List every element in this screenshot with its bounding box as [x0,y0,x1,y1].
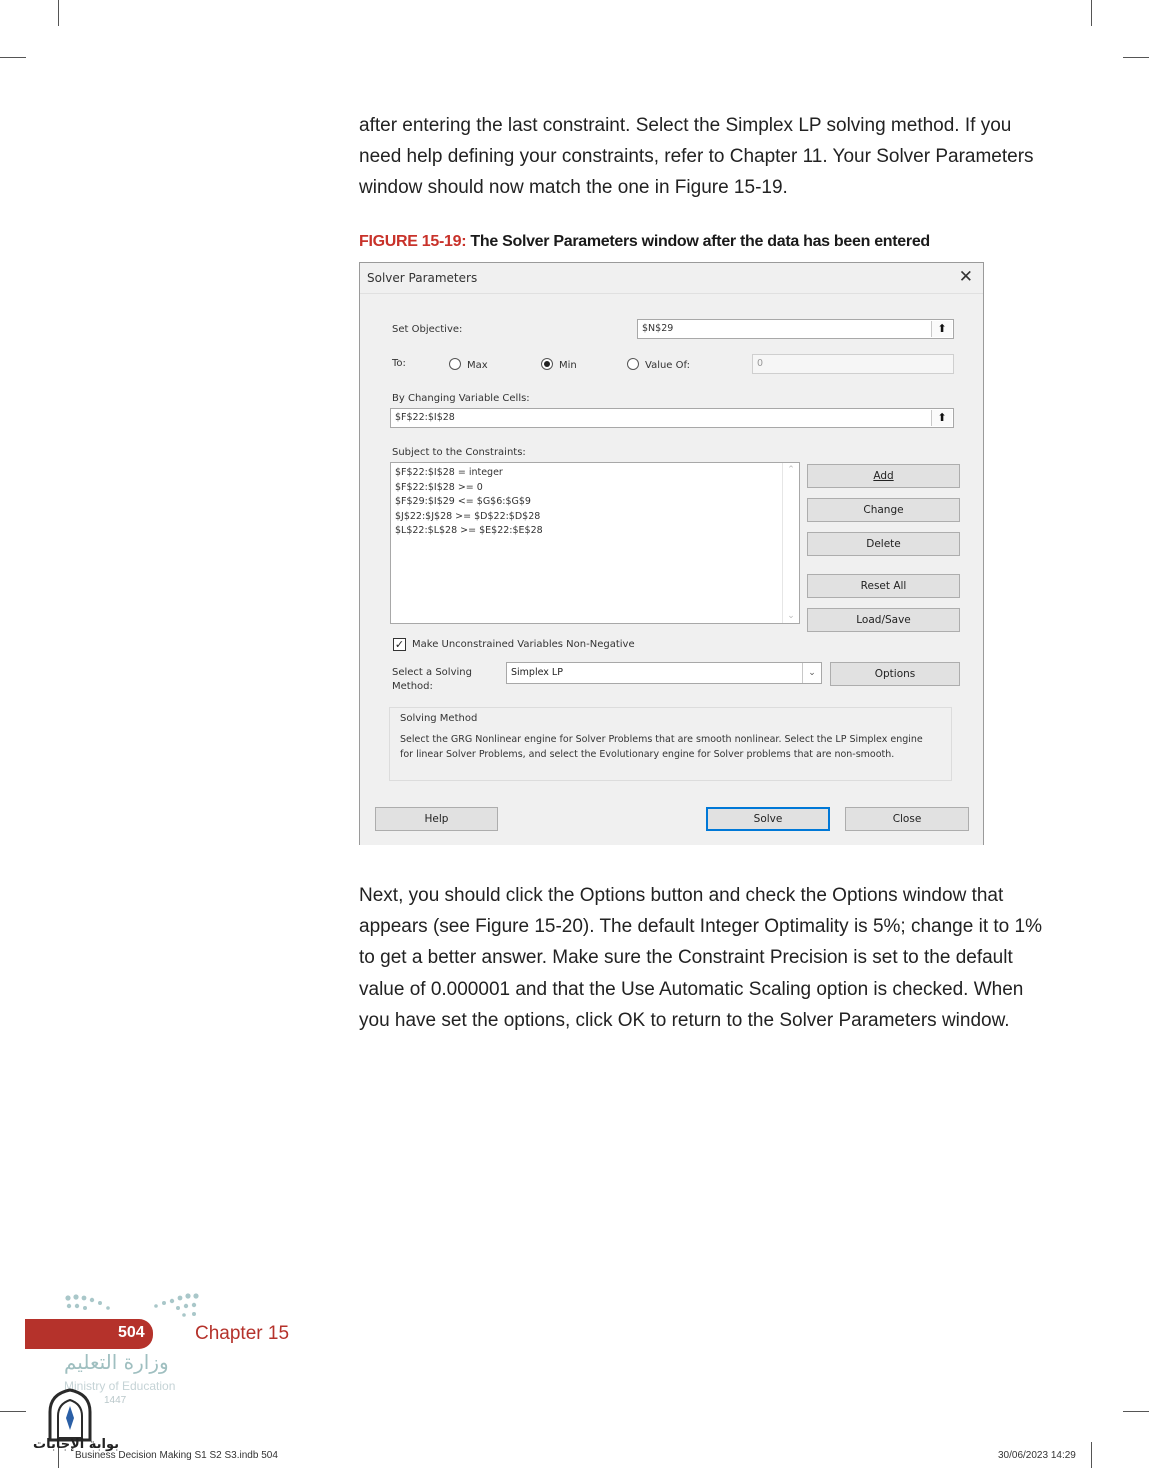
list-item[interactable]: $F$22:$I$28 >= 0 [395,481,483,493]
value-of-value: 0 [757,358,764,369]
range-select-icon[interactable]: ⬆ [931,410,952,426]
close-button[interactable] [845,807,969,831]
text-line: you have set the options, click OK to return to the Solver Parameters window. [359,1009,1010,1031]
min-radio[interactable] [541,358,553,370]
ministry-name-english: Ministry of Education [64,1379,176,1393]
crop-mark [1123,1411,1149,1412]
solving-method-label [392,666,472,694]
solving-method-group-title: Solving Method [400,713,478,724]
reset-all-button[interactable] [807,574,960,598]
solving-method-description: Select the GRG Nonlinear engine for Solver Problems that are smooth nonlinear. Select the LP Simplex engine for linear Solver Problems, and select the Evolutionary engine for Solver problems that are non-smooth. [400,734,923,760]
help-button-label: Help [424,813,449,825]
set-objective-label: Set Objective: [392,324,463,335]
figure-caption-text: The Solver Parameters window after the data has been entered [470,233,930,250]
scroll-up-icon[interactable]: ⌃ [787,465,795,475]
portal-name-arabic: بوابة الإجابات [33,1437,119,1452]
change-button[interactable] [807,498,960,522]
add-button-label: Add [873,470,894,482]
body-paragraph-1 [359,110,1034,204]
changing-cells-label: By Changing Variable Cells: [392,393,530,404]
nonnegative-label: Make Unconstrained Variables Non-Negative [412,639,635,650]
list-item[interactable]: $L$22:$L$28 >= $E$22:$E$28 [395,525,543,536]
solving-method-label-line: Method: [392,681,433,692]
portal-logo-icon [44,1388,96,1442]
crop-mark [1091,1442,1092,1468]
set-objective-value: $N$29 [642,323,674,334]
dialog-body [360,293,983,845]
options-button-label: Options [874,668,916,680]
figure-caption [359,233,930,251]
value-of-radio[interactable] [627,358,639,370]
options-button[interactable] [830,662,960,686]
help-button[interactable] [375,807,498,831]
constraint-rows [391,463,799,539]
load-save-button-label: Load/Save [856,614,911,626]
text-line: need help defining your constraints, refer to Chapter 11. Your Solver Parameters [359,146,1034,168]
value-of-input[interactable] [752,354,954,374]
solving-method-select[interactable] [506,662,822,684]
delete-button-label: Delete [866,538,901,550]
dialog-title: Solver Parameters [367,271,478,285]
set-objective-input[interactable] [637,319,954,339]
range-select-icon[interactable]: ⬆ [931,321,952,337]
changing-cells-value: $F$22:$I$28 [395,412,455,423]
list-item[interactable]: $J$22:$J$28 >= $D$22:$D$28 [395,510,541,522]
solving-method-group [389,707,952,781]
text-line: appears (see Figure 15-20). The default Integer Optimality is 5%; change it to 1% [359,916,1042,938]
crop-mark [1091,0,1092,26]
crop-mark [1123,57,1149,58]
text-line: after entering the last constraint. Select the Simplex LP solving method. If you [359,115,1012,136]
max-label: Max [467,360,488,371]
constraints-scrollbar[interactable] [782,463,799,623]
value-of-label: Value Of: [645,360,691,371]
text-line: value of 0.000001 and that the Use Automatic Scaling option is checked. When [359,978,1024,1000]
close-button-label: Close [892,813,922,825]
ministry-year: 1447 [104,1395,127,1406]
changing-cells-input[interactable] [390,408,954,428]
solving-method-label-line: Select a Solving [392,667,472,678]
solve-button[interactable] [706,807,830,831]
solve-button-label: Solve [753,813,783,825]
list-item[interactable]: $F$22:$I$28 = integer [395,467,503,478]
scroll-down-icon[interactable]: ⌄ [787,611,795,621]
chevron-down-icon[interactable]: ⌄ [802,663,821,683]
body-paragraph-2 [359,880,1042,1036]
chapter-label: Chapter 15 [195,1323,290,1344]
to-label: To: [392,358,406,369]
crop-mark [0,57,26,58]
ministry-name-arabic: وزارة التعليم [64,1350,169,1374]
nonnegative-checkbox[interactable]: ✓ [394,638,405,651]
constraints-list[interactable] [390,462,800,624]
text-line: Next, you should click the Options button and check the Options window that [359,885,1004,906]
reset-all-button-label: Reset All [860,580,907,592]
solving-method-value: Simplex LP [511,667,563,678]
max-radio[interactable] [449,358,461,370]
print-slug-date: 30/06/2023 14:29 [998,1450,1076,1461]
text-line: to get a better answer. Make sure the Constraint Precision is set to the default [359,947,1013,969]
close-icon[interactable]: ✕ [958,267,973,287]
load-save-button[interactable] [807,608,960,632]
solver-parameters-dialog [359,262,984,845]
figure-label: FIGURE 15-19: [359,233,467,250]
min-label: Min [559,360,577,371]
add-button[interactable] [807,464,960,488]
constraints-label: Subject to the Constraints: [392,447,526,458]
crop-mark [0,1411,26,1412]
crop-mark [58,0,59,26]
page-number: 504 [118,1324,145,1341]
print-slug: Business Decision Making S1 S2 S3.indb 504 [75,1450,278,1461]
text-line: window should now match the one in Figure 15-19. [359,177,788,199]
change-button-label: Change [863,504,904,516]
list-item[interactable]: $F$29:$I$29 <= $G$6:$G$9 [395,496,531,507]
delete-button[interactable] [807,532,960,556]
